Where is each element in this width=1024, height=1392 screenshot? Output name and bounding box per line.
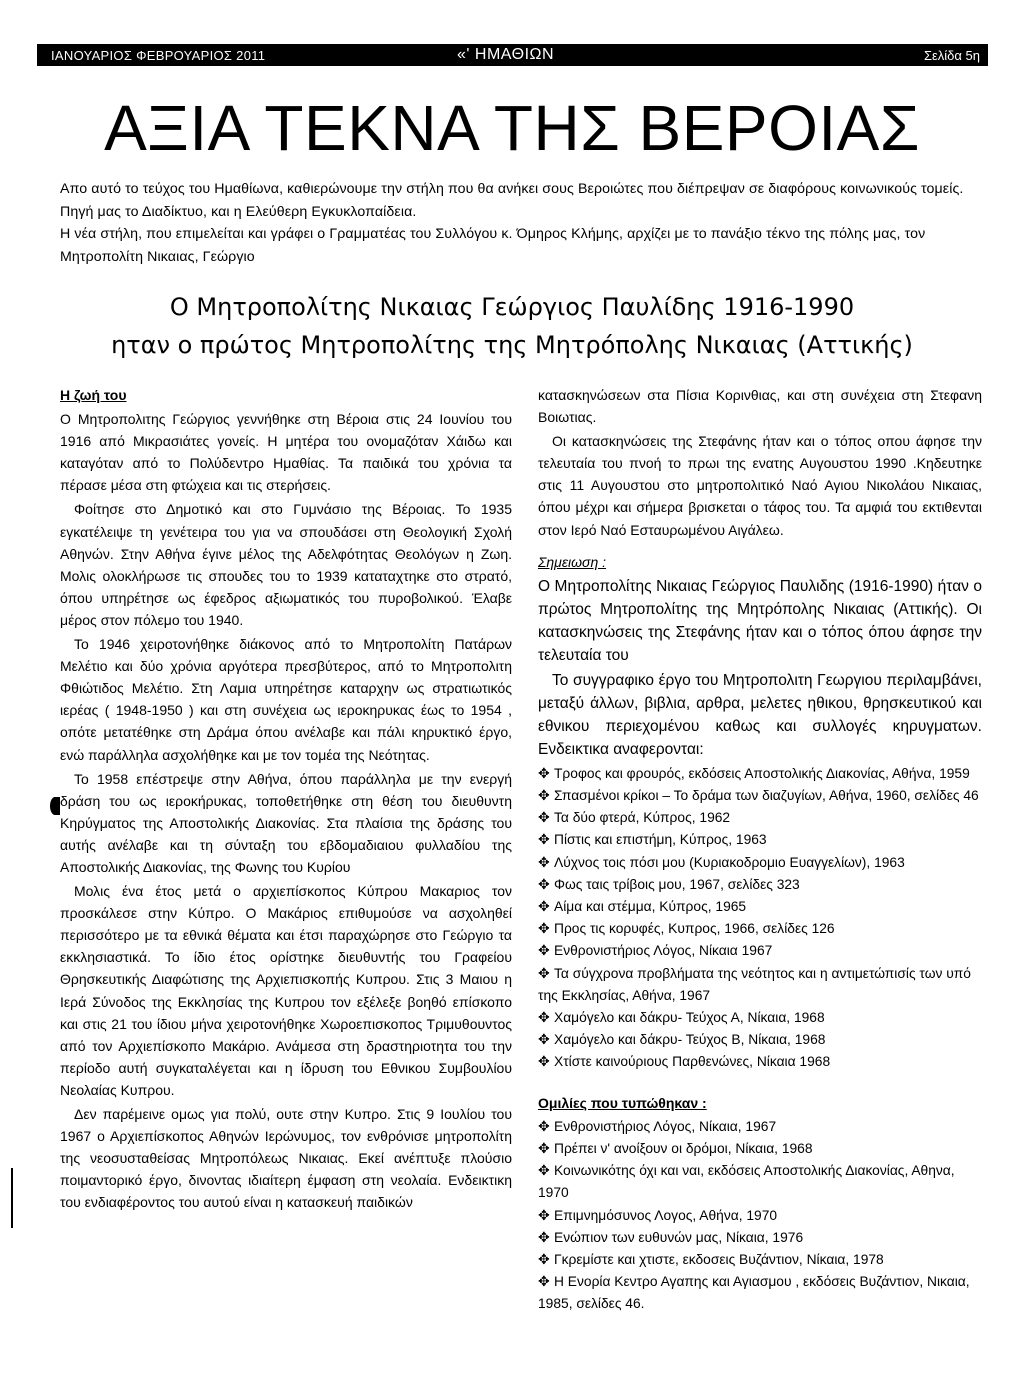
list-item: ✥ Τα δύο φτερά, Κύπρος, 1962	[538, 807, 982, 829]
diamond-bullet-icon: ✥	[538, 1009, 550, 1025]
list-item: ✥ Ενθρονιστήριος Λόγος, Νίκαια, 1967	[538, 1116, 982, 1138]
newspaper-name: «' ΗΜΑΘΙΩΝ	[457, 46, 555, 63]
life-paragraph: Δεν παρέμεινε ομως για πολύ, ουτε στην Κυπρο. Στις 9 Ιουλίου του 1967 ο Αρχιεπίσκοπος Αθηνών Ιερώνυμος, τον ενθρόνισε μητροπολίτη της νεοσυσταθείσας Μητροπόλεως Νικαιας. Εκεί ανέπτυξε πλούσιο ποιμαντορικό έργο, δινοντας ιδιαίτερη έμφαση στη νεολαία. Ενδεικτικη του ενδιαφέροντος του αυτού είναι η κατασκευή παιδικών	[60, 1106, 512, 1211]
diamond-bullet-icon: ✥	[538, 1118, 550, 1134]
page-number: Σελίδα 5η	[923, 48, 980, 63]
works-list	[538, 763, 982, 1074]
right-column	[538, 384, 982, 1316]
list-item: ✥ Επιμνημόσυνος Λογος, Αθήνα, 1970	[538, 1205, 982, 1227]
life-paragraph: Ο Μητροπολιτης Γεώργιος γεννήθηκε στη Βέροια στις 24 Ιουνίου του 1916 από Μικρασιάτες γονείς. Η μητέρα του ονομαζόταν Χάιδω και καταγόταν από το Πολύδεντρο Ημαθίας. Τα παιδικά του χρόνια τα πέρασε μέσα στη φτώχεια και τις στερήσεις.	[60, 411, 512, 494]
diamond-bullet-icon: ✥	[538, 1054, 550, 1070]
scan-punch-mark	[50, 797, 60, 815]
life-paragraph: Το 1946 χειροτονήθηκε διάκονος από το Μητροπολίτη Πατάρων Μελέτιο και δύο χρόνια αργότερα πρεσβύτερος, από το Μητροπολιτη Φθιώτιδος Μελέτιο. Στη Λαμια υπηρέτησε καταρχην ως στρατιωτικός ιερέας ( 1948-1950 ) και στη συνέχεια ως ιεροκηρυκας έως το 1954 , οπότε μετατέθηκε στη Δράμα όπου ανέλαβε και πάλι κηρυκτικό έργο, ενώ παράλληλα ασχολήθηκε και με τον τομέα της Νεότητας.	[60, 636, 512, 763]
list-item: ✥ Χαμόγελο και δάκρυ- Τεύχος Β, Νίκαια, 1968	[538, 1029, 982, 1051]
list-item: ✥ Τα σύγχρονα προβλήματα της νεότητος και η αντιμετώπισίς των υπό της Εκκλησίας, Αθήνα, 1967	[538, 963, 982, 1007]
intro	[60, 178, 980, 268]
list-item: ✥ Ενθρονιστήριος Λόγος, Νίκαια 1967	[538, 940, 982, 962]
diamond-bullet-icon: ✥	[538, 1229, 550, 1245]
diamond-bullet-icon: ✥	[538, 943, 550, 959]
left-column	[60, 384, 512, 1215]
death-paragraph: κατασκηνώσεων στα Πίσια Κορινθιας, και στη συνέχεια στη Στεφανη Βοιωτιας.	[538, 387, 982, 426]
life-paragraph: Το 1958 επέστρεψε στην Αθήνα, όπου παράλληλα με την ενεργή δράση του ως ιεροκήρυκας, τοποθετήθηκε στη θέση του διευθυντη Κηρύγματος της Αποστολικής Διακονίας. Στα πλαίσια της δράσης του αυτής ανέλαβε και τη σύνταξη του εβδομαδιαιου φυλλαδίου της Αποστολικής Διακονίας, της Φωνης του Κυρίου	[60, 770, 512, 875]
diamond-bullet-icon: ✥	[538, 832, 550, 848]
diamond-bullet-icon: ✥	[538, 810, 550, 826]
list-item: ✥ Χτίστε καινούριους Παρθενώνες, Νίκαια 1968	[538, 1051, 982, 1073]
intro-paragraph-1: Απο αυτό το τεύχος του Ημαθίωνα, καθιερώνουμε την στήλη που θα ανήκει σους Βεροιώτες που διέπρεψαν σε διαφόρους κοινωνικούς τομείς. Πηγή μας το Διαδίκτυο, και η Ελεύθερη Εγκυκλοπαίδεια.	[60, 181, 964, 220]
scan-edge-mark	[11, 1168, 13, 1228]
subtitle-line-2: ηταν ο πρώτος Μητροπολίτης της Μητρόπολης Νικαιας (Αττικής)	[111, 331, 913, 359]
list-item: ✥ Φως ταις τρίβοις μου, 1967, σελίδες 323	[538, 874, 982, 896]
diamond-bullet-icon: ✥	[538, 1032, 550, 1048]
issue-date: ΙΑΝΟΥΑΡΙΟΣ ΦΕΒΡΟΥΑΡΙΟΣ 2011	[51, 48, 266, 63]
life-paragraph: Μολις ένα έτος μετά ο αρχιεπίσκοπος Κύπρου Μακαριος τον προσκάλεσε στην Κύπρο. Ο Μακάριος επιθυμούσε να ασχοληθεί περισσότερο με τα εθνικά θέματα και έτσι παραχώρησε στο Γεώργιο τα εκκλησιαστικά. Το ίδιο έτος ορίστηκε διευθυντής του Γραφείου Θρησκευτικής Διαφώτισης της Αρχιεπισκοπής Κυπρου. Στις 3 Μαιου η Ιερά Σύνοδος της Εκκλησίας της Κυπρου τον εξέλεξε βοηθό επίσκοπο και στις 21 του ίδιου μήνα χειροτονήθηκε Χωροεπισκοπος Τριμυθουντος από τον Αρχιεπίσκοπο Μακάριο. Ανάμεσα στη δραστηριοτητα του την περίοδο αυτή συγκαταλέγεται και η ίδρυση του Εθνικου Συμβουλίου Νεολαίας Κυπρου.	[60, 883, 512, 1098]
note-label: Σημειωση :	[538, 553, 606, 570]
subtitle-line-1: Ο Μητροπολίτης Νικαιας Γεώργιος Παυλίδης 1916-1990	[169, 293, 855, 321]
list-item: ✥ Χαμόγελο και δάκρυ- Τεύχος Α, Νίκαια, 1968	[538, 1007, 982, 1029]
section-heading-life: Η ζωή του	[60, 387, 127, 403]
list-item: ✥ Αίμα και στέμμα, Κύπρος, 1965	[538, 896, 982, 918]
publications-heading: Ομιλίες που τυπώθηκαν :	[538, 1094, 707, 1111]
list-item: ✥ Πίστις και επιστήμη, Κύπρος, 1963	[538, 829, 982, 851]
works-intro: Το συγγραφικο έργο του Μητροπολιτη Γεωργιου περιλαμβάνει, μεταξύ άλλων, βιβλια, αρθρα, μελετες ηθικου, θρησκευτικού και εθνικου περιεχομένου καθως και συλλογές κηρυγματων. Ενδεικτικα αναφερονται:	[538, 671, 982, 758]
life-paragraph: Φοίτησε στο Δημοτικό και στο Γυμνάσιο της Βέροιας. Το 1935 εγκατέλειψε τη γενέτειρα του για να σπουδάσει στη Θεολογική Σχολή Αθηνών. Στην Αθήνα έγινε μέλος της Αδελφότητας Θεολόγων η Ζωη. Μολις ολοκλήρωσε τις σπουδες του το 1939 καταταχτηκε στο στρατό, όπου υπηρέτησε ως έφεδρος αξιωματικός του πυροβολικού. Έλαβε μέρος στον πόλεμο του 1940.	[60, 501, 512, 628]
diamond-bullet-icon: ✥	[538, 1274, 550, 1290]
diamond-bullet-icon: ✥	[538, 1207, 550, 1223]
list-item: ✥ Ενώπιον των ευθυνών μας, Νίκαια, 1976	[538, 1227, 982, 1249]
diamond-bullet-icon: ✥	[538, 1163, 550, 1179]
note-text: Ο Μητροπολίτης Νικαιας Γεώργιος Παυλιδης (1916-1990) ήταν ο πρώτος Μητροπολίτης της Μητρόπολης Νικαιας (Αττικής). Οι κατασκηνώσεις της Στεφάνης ήταν και ο τόπος όπου άφησε την τελευταία του	[538, 577, 982, 664]
list-item: ✥ Σπασμένοι κρίκοι – Το δράμα των διαζυγίων, Αθήνα, 1960, σελίδες 46	[538, 785, 982, 807]
publications-list	[538, 1116, 982, 1316]
article-title: ΑΞΙΑ ΤΕΚΝΑ ΤΗΣ ΒΕΡΟΙΑΣ	[104, 92, 920, 164]
intro-paragraph-2: Η νέα στήλη, που επιμελείται και γράφει ο Γραμματέας του Συλλόγου κ. Όμηρος Κλήμης, αρχίζει με το πανάξιο τέκνο της πόλης μας, τον Μητροπολίτη Νικαιας, Γεώργιο	[60, 226, 926, 265]
list-item: ✥ Λύχνος τοις πόσι μου (Κυριακοδρομιο Ευαγγελίων), 1963	[538, 852, 982, 874]
diamond-bullet-icon: ✥	[538, 787, 550, 803]
list-item: ✥ Πρέπει ν' ανοίξουν οι δρόμοι, Νίκαια, 1968	[538, 1138, 982, 1160]
list-item: ✥ Γκρεμίστε και χτιστε, εκδοσεις Βυζάντιον, Νίκαια, 1978	[538, 1249, 982, 1271]
diamond-bullet-icon: ✥	[538, 965, 550, 981]
diamond-bullet-icon: ✥	[538, 898, 550, 914]
death-paragraph: Οι κατασκηνώσεις της Στεφάνης ήταν και ο τόπος οπου άφησε την τελευταία του πνοή το πρωι της ενατης Αυγουστου 1990 .Κηδευτηκε στις 11 Αυγουστου στο μητροπολιτικό Ναό Αγιου Νικολάου Νικαιας, όπου μέχρι και σήμερα βρισκεται ο τάφος του. Τα αμφιά του εκτιθενται στον Ιερό Ναό Εσταυρωμένου Αιγάλεω.	[538, 433, 982, 538]
diamond-bullet-icon: ✥	[538, 854, 550, 870]
diamond-bullet-icon: ✥	[538, 876, 550, 892]
list-item: ✥ Η Ενορία Κεντρο Αγαπης και Αγιασμου , εκδόσεις Βυζάντιον, Νικαια, 1985, σελίδες 46.	[538, 1271, 982, 1315]
diamond-bullet-icon: ✥	[538, 921, 550, 937]
subtitle	[0, 288, 1024, 364]
page-header-bar	[37, 44, 988, 66]
diamond-bullet-icon: ✥	[538, 1140, 550, 1156]
list-item: ✥ Κοινωνικότης όχι και ναι, εκδόσεις Αποστολικής Διακονίας, Αθηνα, 1970	[538, 1160, 982, 1204]
diamond-bullet-icon: ✥	[538, 1251, 550, 1267]
list-item: ✥ Τροφος και φρουρός, εκδόσεις Αποστολικής Διακονίας, Αθήνα, 1959	[538, 763, 982, 785]
list-item: ✥ Προς τις κορυφές, Κυπρος, 1966, σελίδες 126	[538, 918, 982, 940]
diamond-bullet-icon: ✥	[538, 765, 550, 781]
